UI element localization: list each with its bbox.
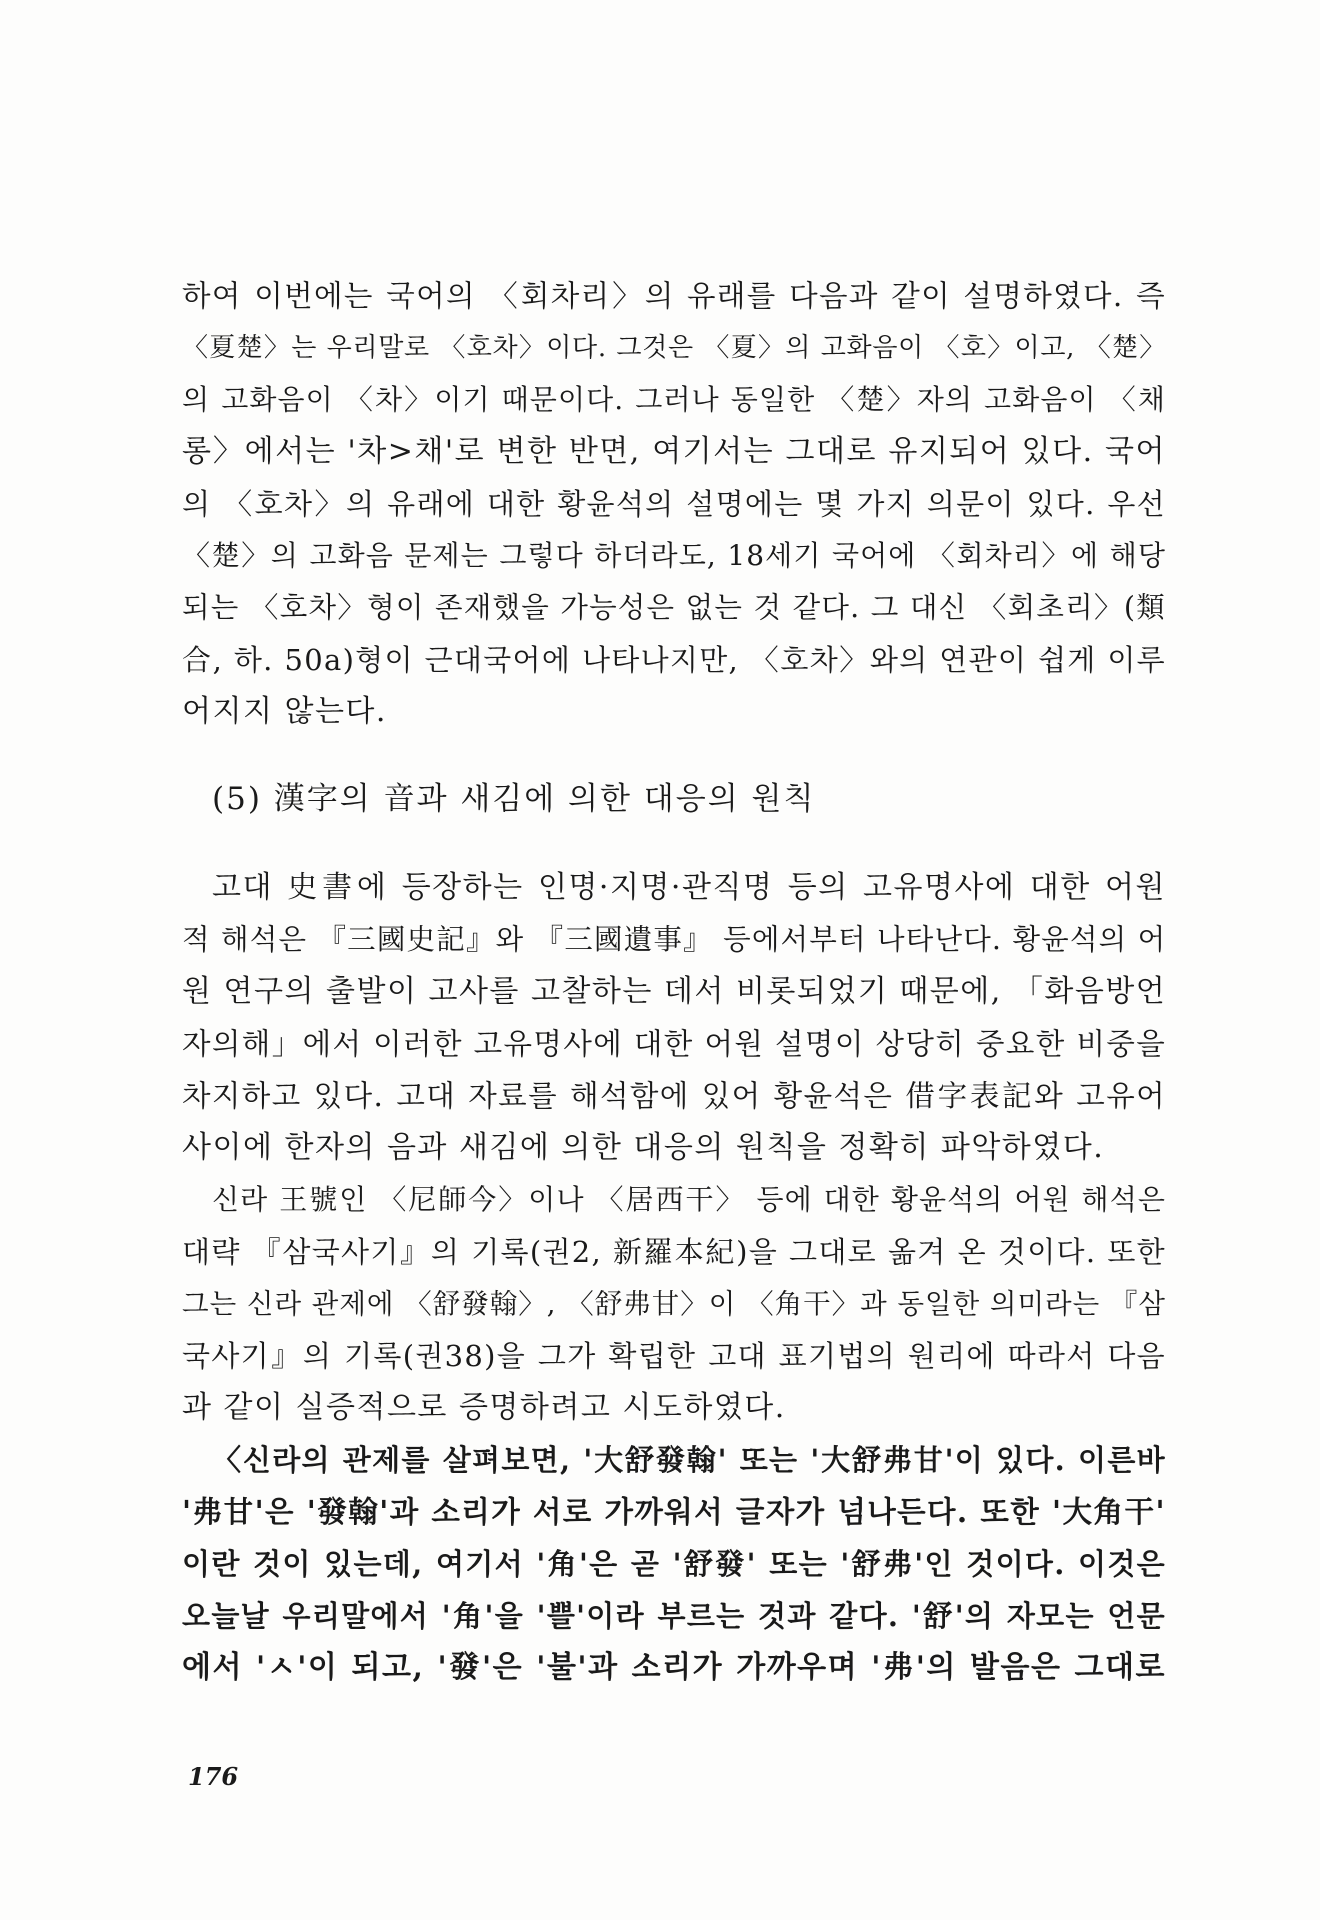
- paragraph-continued: [182, 270, 1166, 738]
- section-heading: (5) 漢字의 音과 새김에 의한 대응의 원칙: [212, 781, 816, 817]
- text-line: 하여 이번에는 국어의 〈회차리〉의 유래를 다음과 같이 설명하였다. 즉: [182, 279, 1166, 313]
- text-line: 자의해」에서 이러한 고유명사에 대한 어원 설명이 상당히 중요한 비중을: [182, 1027, 1167, 1061]
- text-line: 의 고화음이 〈차〉이기 때문이다. 그러나 동일한 〈楚〉자의 고화음이 〈채: [182, 383, 1166, 416]
- text-line: '弗甘'은 '發翰'과 소리가 서로 가까워서 글자가 넘나든다. 또한 '大角干': [182, 1494, 1166, 1529]
- text-line: 차지하고 있다. 고대 자료를 해석함에 있어 황윤석은 借字表記와 고유어: [182, 1079, 1166, 1113]
- text-line: 〈楚〉의 고화음 문제는 그렇다 하더라도, 18세기 국어에 〈회차리〉에 해당: [182, 539, 1166, 572]
- text-line: 신라 王號인 〈尼師今〉이나 〈居西干〉 등에 대한 황윤석의 어원 해석은: [212, 1183, 1166, 1216]
- text-line: 이란 것이 있는데, 여기서 '角'은 곧 '舒發' 또는 '舒弗'인 것이다. 이것은: [182, 1547, 1166, 1581]
- text-line: 적 해석은 『三國史記』와 『三國遺事』 등에서부터 나타난다. 황윤석의 어: [182, 923, 1167, 956]
- text-line: 오늘날 우리말에서 '角'을 '쁠'이라 부르는 것과 같다. '舒'의 자모는 언문: [182, 1599, 1166, 1633]
- text-line: 롱〉에서는 '차>채'로 변한 반면, 여기서는 그대로 유지되어 있다. 국어: [182, 434, 1166, 469]
- text-line: 合, 하. 50a)형이 근대국어에 나타나지만, 〈호차〉와의 연관이 쉽게 이루: [182, 643, 1166, 677]
- text-line: 의 〈호차〉의 유래에 대한 황윤석의 설명에는 몇 가지 의문이 있다. 우선: [182, 487, 1166, 521]
- text-line: 과 같이 실증적으로 증명하려고 시도하였다.: [182, 1390, 786, 1425]
- text-line: 에서 'ㅅ'이 되고, '發'은 '불'과 소리가 가까우며 '弗'의 발음은 그대로: [182, 1650, 1166, 1685]
- text-line: 국사기』의 기록(권38)을 그가 확립한 고대 표기법의 원리에 따라서 다음: [182, 1339, 1166, 1373]
- page-number: 176: [188, 1762, 239, 1791]
- text-line: 그는 신라 관제에 〈舒發翰〉, 〈舒弗甘〉이 〈角干〉과 동일한 의미라는 『삼: [182, 1288, 1166, 1320]
- text-line: 〈신라의 관제를 살펴보면, '大舒發翰' 또는 '大舒弗甘'이 있다. 이른바: [212, 1443, 1166, 1477]
- paragraph-1: [182, 862, 1166, 1174]
- text-line: 고대 史書에 등장하는 인명·지명·관직명 등의 고유명사에 대한 어원: [212, 870, 1166, 905]
- paragraph-2: [182, 1174, 1166, 1434]
- body-text: [182, 862, 1166, 1694]
- text-line: 대략 『삼국사기』의 기록(권2, 新羅本紀)을 그대로 옮겨 온 것이다. 또한: [182, 1235, 1166, 1269]
- paragraph-3-quote: [182, 1434, 1166, 1694]
- text-line: 되는 〈호차〉형이 존재했을 가능성은 없는 것 같다. 그 대신 〈회초리〉(類: [182, 591, 1166, 624]
- text-line: 〈夏楚〉는 우리말로 〈호차〉이다. 그것은 〈夏〉의 고화음이 〈호〉이고, 〈楚〉: [182, 333, 1166, 363]
- text-line: 사이에 한자의 음과 새김에 의한 대응의 원칙을 정확히 파악하였다.: [182, 1130, 1105, 1165]
- text-line: 원 연구의 출발이 고사를 고찰하는 데서 비롯되었기 때문에, 「화음방언: [182, 974, 1167, 1009]
- text-line: 어지지 않는다.: [182, 694, 387, 729]
